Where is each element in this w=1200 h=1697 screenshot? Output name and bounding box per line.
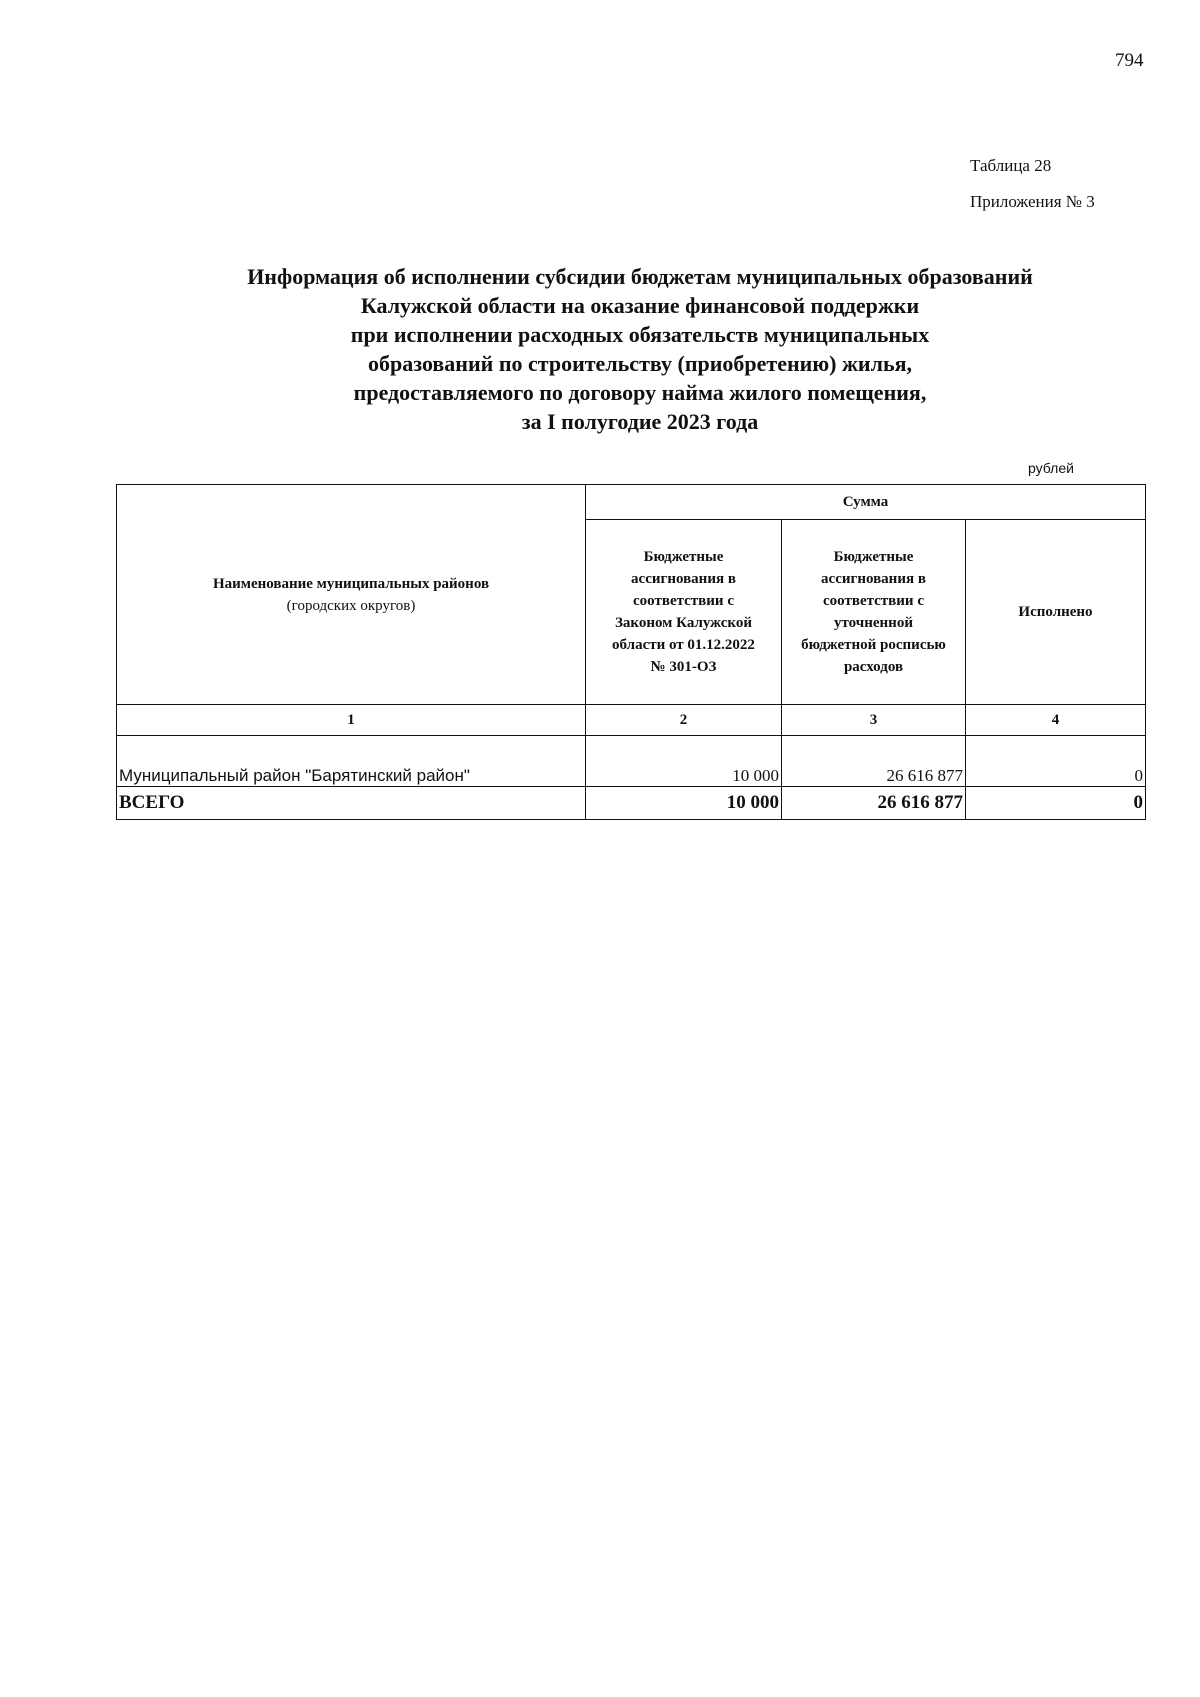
header-line: области от 01.12.2022 [612,637,755,653]
header-name-line: (городских округов) [286,597,416,614]
spacer-cell [117,736,586,757]
header-line: бюджетной росписью [801,637,946,653]
units-label: рублей [1028,460,1074,476]
header-line: № 301-ОЗ [650,659,717,675]
header-municipality-name [117,485,586,705]
header-sum: Сумма [586,485,1146,520]
spacer-cell [966,736,1146,757]
header-line: расходов [843,659,904,675]
refined-amount: 26 616 877 [782,756,966,787]
header-law-allocations [586,520,782,705]
header-line: Бюджетные [643,549,724,565]
header-line: Законом Калужской [614,615,753,631]
total-executed-amount: 0 [966,787,1146,820]
header-line: ассигнования в [821,571,926,587]
total-law-amount: 10 000 [586,787,782,820]
title-line: Информация об исполнении субсидии бюджетам муниципальных образований [247,264,1033,289]
table-reference: Таблица 28 [970,156,1052,175]
table-row [117,756,1146,787]
header-name-line: Наименование муниципальных районов [212,575,490,592]
index-cell: 4 [966,705,1146,736]
header-refined-allocations [782,520,966,705]
title-line: предоставляемого по договору найма жилого помещения, [353,380,927,405]
spacer-cell [782,736,966,757]
index-cell: 2 [586,705,782,736]
law-amount: 10 000 [586,756,782,787]
index-row [117,705,1146,736]
header-line: соответствии с [823,593,924,609]
document-title [120,262,1160,436]
total-refined-amount: 26 616 877 [782,787,966,820]
title-line: образований по строительству (приобретению) жилья, [368,351,912,376]
title-line: за I полугодие 2023 года [521,409,759,434]
header-row-top [117,485,1146,520]
total-label: ВСЕГО [117,787,586,820]
title-line: Калужской области на оказание финансовой поддержки [360,293,920,318]
header-line: Бюджетные [833,549,914,565]
page-number: 794 [1115,50,1144,71]
header-executed: Исполнено [966,520,1146,705]
index-cell: 3 [782,705,966,736]
spacer-cell [586,736,782,757]
spacer-row [117,736,1146,757]
executed-amount: 0 [966,756,1146,787]
total-row [117,787,1146,820]
title-line: при исполнении расходных обязательств муниципальных [350,322,930,347]
header-line: соответствии с [633,593,734,609]
header-line: ассигнования в [631,571,736,587]
index-cell: 1 [117,705,586,736]
municipality-name: Муниципальный район "Барятинский район" [117,756,586,787]
appendix-reference: Приложения № 3 [970,192,1095,211]
subsidy-table [116,484,1146,820]
header-line: уточненной [834,615,913,631]
